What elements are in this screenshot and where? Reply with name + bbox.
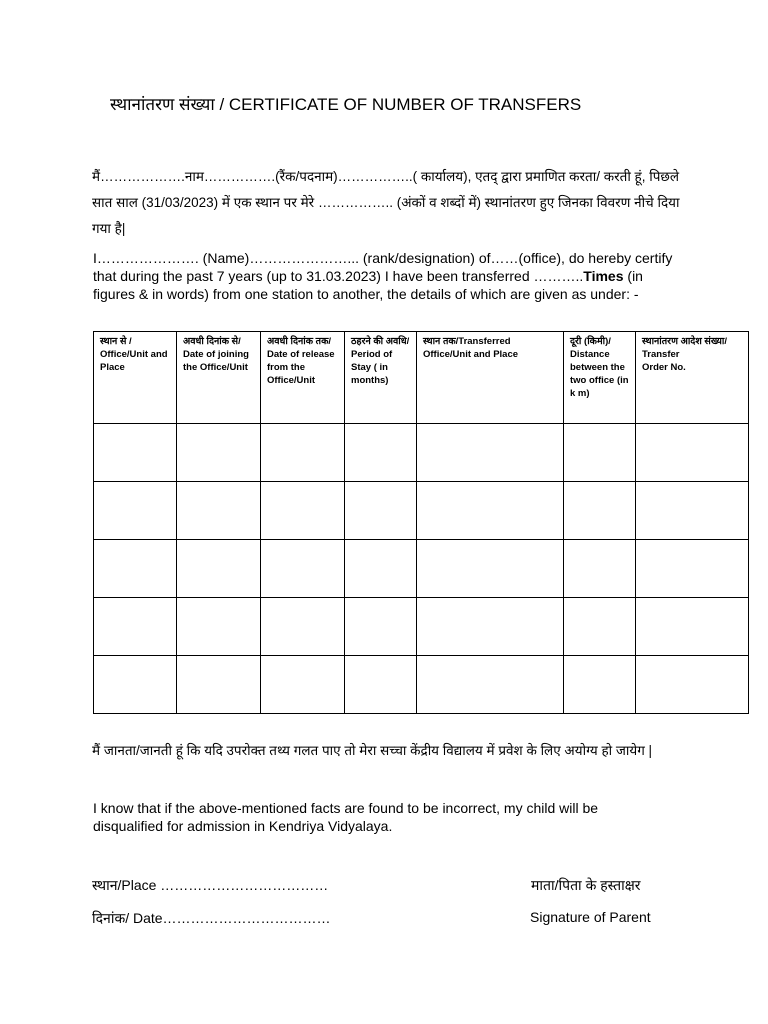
table-cell — [636, 598, 749, 656]
table-cell — [417, 656, 564, 714]
table-cell — [94, 424, 177, 482]
header-en: Period of Stay ( in months) — [351, 349, 393, 386]
header-en: Office/Unit and Place — [423, 349, 519, 360]
table-row — [94, 656, 749, 714]
page-title: स्थानांतरण संख्या / CERTIFICATE OF NUMBER OF TRANSFERS — [110, 95, 582, 114]
table-cell — [261, 598, 345, 656]
table-cell — [564, 540, 636, 598]
transfers-table — [93, 331, 749, 714]
header-transferred-to — [417, 332, 564, 424]
header-distance — [564, 332, 636, 424]
header-en: Office/Unit and Place — [100, 349, 168, 373]
table-body — [94, 424, 749, 714]
header-hi: ठहरने की अवधि/ — [351, 336, 410, 347]
table-cell — [636, 540, 749, 598]
table-row — [94, 540, 749, 598]
header-hi: स्थान से / — [100, 336, 132, 347]
header-en: Date of release from the Office/Unit — [267, 349, 335, 386]
table-row — [94, 598, 749, 656]
table-cell — [417, 482, 564, 540]
header-order-no — [636, 332, 749, 424]
english-paragraph-part1: I…………………. (Name)…………………... (rank/designation) of……(office), do hereby certify that during the past 7 years (up to 31.03.2023) I have been transferred ……….. — [93, 250, 673, 284]
hindi-declaration: मैं जानता/जानती हूं कि यदि उपरोक्त तथ्य गलत पाए तो मेरा सच्चा केंद्रीय विद्यालय में प्रवेश के लिए अयोग्य हो जायेग | — [92, 743, 653, 758]
header-hi: स्थान तक/Transferred — [423, 336, 511, 347]
table-cell — [564, 424, 636, 482]
header-hi: दूरी (किमी)/ — [570, 336, 611, 347]
table-cell — [564, 656, 636, 714]
table-cell — [636, 482, 749, 540]
table-cell — [177, 598, 261, 656]
date-field: दिनांक/ Date……………………………… — [92, 910, 331, 926]
table-cell — [417, 424, 564, 482]
table-cell — [94, 598, 177, 656]
table-row — [94, 482, 749, 540]
signature-label-english: Signature of Parent — [530, 909, 651, 925]
table-cell — [345, 598, 417, 656]
table-cell — [636, 656, 749, 714]
table-cell — [345, 482, 417, 540]
table-header-row — [94, 332, 749, 424]
english-certification-paragraph — [93, 249, 683, 303]
header-hi: स्थानांतरण आदेश संख्या/ Transfer — [642, 336, 728, 360]
table-cell — [261, 482, 345, 540]
signature-label-hindi: माता/पिता के हस्ताक्षर — [531, 877, 641, 893]
table-cell — [417, 598, 564, 656]
table-cell — [345, 656, 417, 714]
table-cell — [94, 540, 177, 598]
table-cell — [94, 656, 177, 714]
table-cell — [345, 424, 417, 482]
table-cell — [94, 482, 177, 540]
table-cell — [417, 540, 564, 598]
table-cell — [261, 424, 345, 482]
table-cell — [177, 656, 261, 714]
header-hi: अवधी दिनांक से/ — [183, 336, 241, 347]
header-period-stay — [345, 332, 417, 424]
header-from-office — [94, 332, 177, 424]
table-cell — [177, 424, 261, 482]
header-hi: अवधी दिनांक तक/ — [267, 336, 332, 347]
header-en: Order No. — [642, 362, 686, 373]
place-field: स्थान/Place ……………………………… — [92, 877, 329, 893]
table-row — [94, 424, 749, 482]
english-declaration: I know that if the above-mentioned facts are found to be incorrect, my child will be disqualified for admission in Kendriya Vidyalaya. — [93, 800, 599, 834]
hindi-certification-paragraph: मैं……………….नाम…………….(रैंक/पदनाम)……………..( कार्यालय), एतद् द्वारा प्रमाणित करता/ करती हूं, पिछले सात साल (31/03/2023) में एक स्थान पर मेरे …………….. (अंकों व शब्दों में) स्थानांतरण हुए जिनका विवरण नीचे दिया गया है| — [92, 169, 680, 236]
header-en: Distance between the two office (in k m) — [570, 349, 629, 399]
table-cell — [564, 482, 636, 540]
table-cell — [177, 540, 261, 598]
table-cell — [177, 482, 261, 540]
table-cell — [261, 656, 345, 714]
table-cell — [636, 424, 749, 482]
header-date-release — [261, 332, 345, 424]
table-cell — [345, 540, 417, 598]
header-date-joining — [177, 332, 261, 424]
table-cell — [564, 598, 636, 656]
english-paragraph-part2: (in figures & in words) from one station to another, the details of which are given as under: - — [93, 268, 643, 302]
table-cell — [261, 540, 345, 598]
header-en: Date of joining the Office/Unit — [183, 349, 249, 373]
english-paragraph-bold: Times — [583, 268, 624, 284]
